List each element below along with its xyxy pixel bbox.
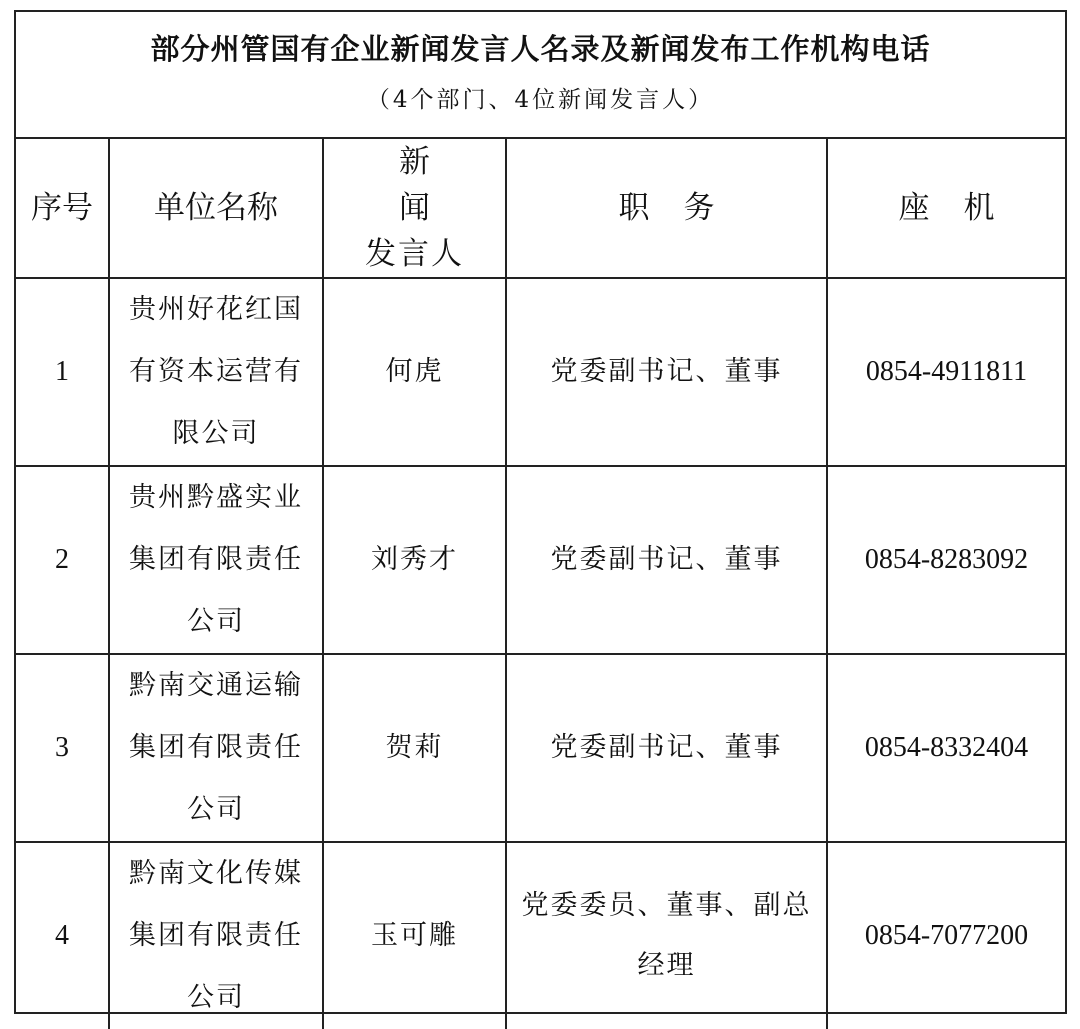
header-row — [16, 139, 1065, 278]
directory-table — [16, 139, 1065, 1029]
row-person: 玉可雕 — [323, 842, 506, 1029]
table-row — [16, 278, 1065, 466]
header-phone: 座机 — [827, 139, 1065, 278]
spokesperson-directory-table — [14, 10, 1067, 1014]
row-phone: 0854-8283092 — [827, 466, 1065, 654]
row-person: 刘秀才 — [323, 466, 506, 654]
table-row — [16, 654, 1065, 842]
header-person-line-2: 发言人 — [365, 236, 464, 272]
row-duty: 党委副书记、董事 — [506, 654, 827, 842]
row-phone: 0854-7077200 — [827, 842, 1065, 1029]
table-row — [16, 466, 1065, 654]
row-no: 1 — [16, 278, 109, 466]
row-phone: 0854-8332404 — [827, 654, 1065, 842]
row-person: 何虎 — [323, 278, 506, 466]
document-subtitle: （4个部门、4位新闻发言人） — [366, 87, 715, 113]
document-title: 部分州管国有企业新闻发言人名录及新闻发布工作机构电话 — [150, 32, 931, 66]
title-block — [16, 12, 1065, 139]
row-no: 2 — [16, 466, 109, 654]
row-person: 贺莉 — [323, 654, 506, 842]
header-person-line-1: 新闻 — [399, 144, 470, 226]
row-duty: 党委副书记、董事 — [506, 278, 827, 466]
row-unit: 黔南交通运输集团有限责任公司 — [109, 654, 323, 842]
row-no: 4 — [16, 842, 109, 1029]
row-no: 3 — [16, 654, 109, 842]
row-unit: 贵州黔盛实业集团有限责任公司 — [109, 466, 323, 654]
row-duty: 党委委员、董事、副总经理 — [506, 842, 827, 1029]
header-person — [323, 139, 506, 278]
row-phone: 0854-4911811 — [827, 278, 1065, 466]
table-row — [16, 842, 1065, 1029]
header-unit: 单位名称 — [109, 139, 323, 278]
header-duty: 职务 — [506, 139, 827, 278]
row-unit: 贵州好花红国有资本运营有限公司 — [109, 278, 323, 466]
header-no: 序号 — [16, 139, 109, 278]
row-unit: 黔南文化传媒集团有限责任公司 — [109, 842, 323, 1029]
row-duty: 党委副书记、董事 — [506, 466, 827, 654]
